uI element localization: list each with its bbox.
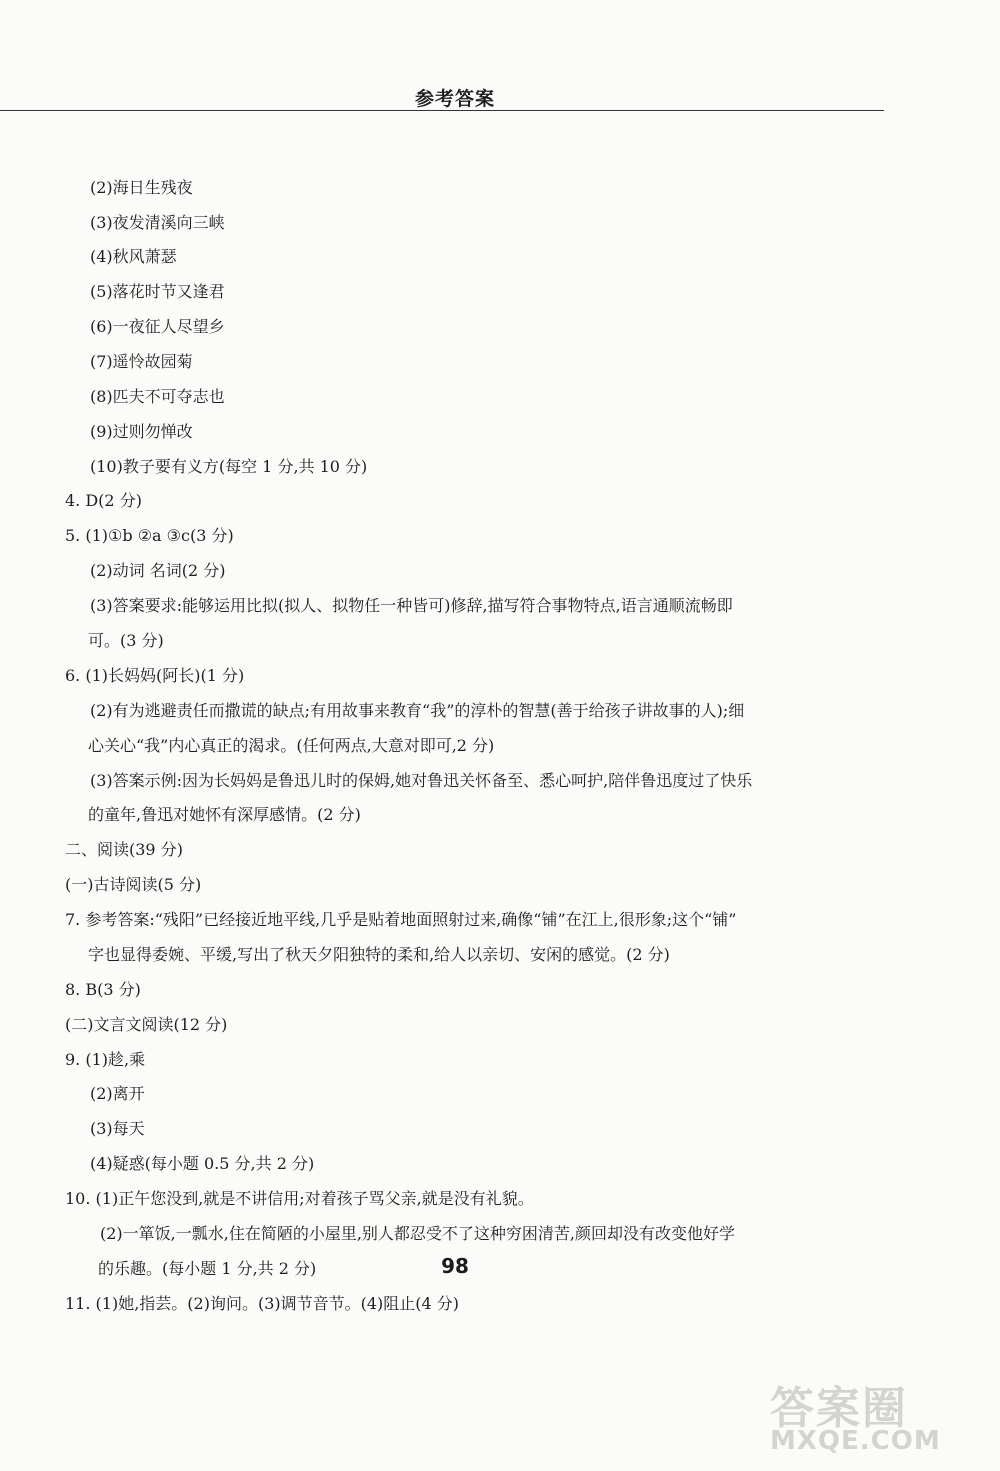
answer-line: (2)一箪饭,一瓢水,住在简陋的小屋里,别人都忍受不了这种穷困清苦,颜回却没有改变他好学	[100, 1224, 736, 1243]
section-heading: 二、阅读(39 分)	[65, 840, 183, 859]
answer-line: 9. (1)趁,乘	[65, 1050, 146, 1069]
answer-line: (9)过则勿惮改	[90, 422, 193, 441]
answer-line: (2)海日生残夜	[90, 178, 193, 197]
answer-line: (7)遥怜故园菊	[90, 352, 193, 371]
answer-line: (4)秋风萧瑟	[90, 247, 177, 266]
answer-line: 11. (1)她,指芸。(2)询问。(3)调节音节。(4)阻止(4 分)	[65, 1294, 460, 1313]
answer-line: 的乐趣。(每小题 1 分,共 2 分)	[98, 1259, 317, 1278]
section-heading: (一)古诗阅读(5 分)	[65, 875, 202, 894]
answer-line: (2)动词 名词(2 分)	[90, 561, 226, 580]
answer-line: 8. B(3 分)	[65, 980, 141, 999]
header-rule	[0, 110, 884, 111]
answer-line: (3)答案要求:能够运用比拟(拟人、拟物任一种皆可)修辞,描写符合事物特点,语言通顺流畅即	[90, 596, 733, 615]
page-number: 98	[441, 1254, 469, 1278]
answer-line: (2)离开	[90, 1084, 145, 1103]
section-heading: (二)文言文阅读(12 分)	[65, 1015, 228, 1034]
answer-line: 可。(3 分)	[88, 631, 164, 650]
watermark-main-text: 答案圈	[770, 1383, 908, 1434]
answer-line: (3)每天	[90, 1119, 145, 1138]
page-header	[0, 0, 1000, 112]
answer-line: 的童年,鲁迅对她怀有深厚感情。(2 分)	[88, 805, 361, 824]
watermark-logo	[770, 1372, 992, 1464]
answer-line: (3)夜发清溪向三峡	[90, 213, 225, 232]
answer-line: (10)教子要有义方(每空 1 分,共 10 分)	[90, 457, 368, 476]
answer-line: 10. (1)正午您没到,就是不讲信用;对着孩子骂父亲,就是没有礼貌。	[65, 1189, 534, 1208]
answer-line: (5)落花时节又逢君	[90, 282, 225, 301]
answer-line: (8)匹夫不可夺志也	[90, 387, 225, 406]
answer-line: 7. 参考答案:“残阳”已经接近地平线,几乎是贴着地面照射过来,确像“铺”在江上,很形象;这个“铺”	[65, 910, 737, 929]
answer-line: (4)疑惑(每小题 0.5 分,共 2 分)	[90, 1154, 315, 1173]
answer-line: 5. (1)①b ②a ③c(3 分)	[65, 526, 234, 545]
answer-line: 心关心“我”内心真正的渴求。(任何两点,大意对即可,2 分)	[88, 736, 495, 755]
answer-line: 4. D(2 分)	[65, 491, 142, 510]
answer-line: (2)有为逃避责任而撒谎的缺点;有用故事来教育“我”的淳朴的智慧(善于给孩子讲故事的人);细	[90, 701, 745, 720]
answer-line: 字也显得委婉、平缓,写出了秋天夕阳独特的柔和,给人以亲切、安闲的感觉。(2 分)	[88, 945, 670, 964]
answer-line: (3)答案示例:因为长妈妈是鲁迅儿时的保姆,她对鲁迅关怀备至、悉心呵护,陪伴鲁迅度过了快乐	[90, 771, 753, 790]
answer-line: 6. (1)长妈妈(阿长)(1 分)	[65, 666, 245, 685]
answer-line: (6)一夜征人尽望乡	[90, 317, 225, 336]
watermark-url-text: MXQE.COM	[770, 1426, 941, 1456]
page-title: 参考答案	[414, 88, 495, 110]
